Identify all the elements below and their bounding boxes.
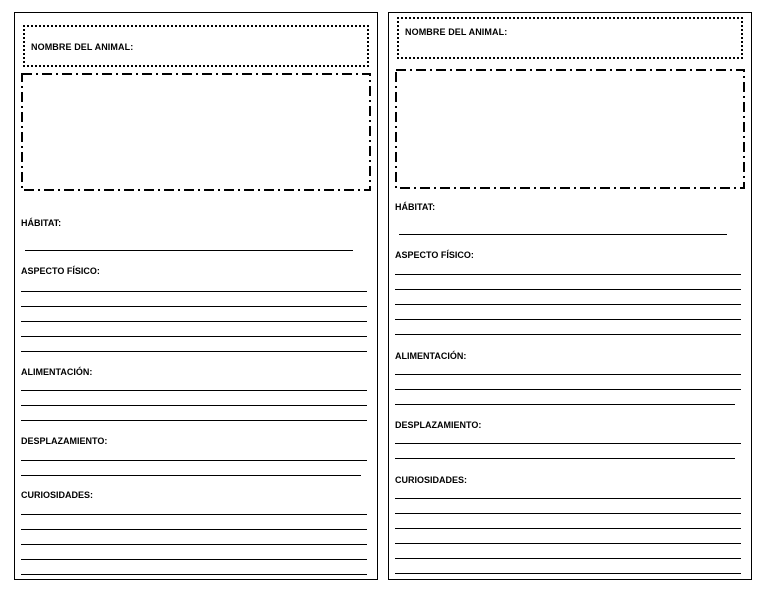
writing-line [395, 573, 741, 574]
animal-name-box [397, 17, 743, 59]
writing-line [21, 574, 367, 575]
writing-line [395, 558, 741, 559]
drawing-area [21, 73, 371, 191]
writing-line [399, 234, 727, 235]
writing-line [25, 250, 353, 251]
animal-name-box [23, 25, 369, 67]
writing-line [395, 528, 741, 529]
alimentacion-label: ALIMENTACIÓN: [21, 367, 93, 377]
writing-line [21, 529, 367, 530]
writing-line [395, 458, 735, 459]
writing-line [395, 389, 741, 390]
writing-line [21, 460, 367, 461]
writing-line [21, 306, 367, 307]
curiosidades-label: CURIOSIDADES: [395, 475, 468, 485]
curiosidades-label: CURIOSIDADES: [21, 490, 94, 500]
writing-line [395, 404, 735, 405]
habitat-label: HÁBITAT: [395, 202, 436, 212]
habitat-label: HÁBITAT: [21, 218, 62, 228]
writing-line [21, 475, 361, 476]
writing-line [21, 514, 367, 515]
writing-line [21, 544, 367, 545]
animal-card-left [14, 12, 378, 580]
writing-line [21, 336, 367, 337]
writing-line [21, 405, 367, 406]
alimentacion-label: ALIMENTACIÓN: [395, 351, 467, 361]
desplazamiento-label: DESPLAZAMIENTO: [21, 436, 108, 446]
animal-card-right [388, 12, 752, 580]
writing-line [21, 420, 367, 421]
writing-line [395, 498, 741, 499]
writing-line [21, 559, 367, 560]
aspecto-fisico-label: ASPECTO FÍSICO: [21, 266, 100, 276]
writing-line [395, 319, 741, 320]
writing-line [21, 390, 367, 391]
drawing-area [395, 69, 745, 189]
writing-line [395, 443, 741, 444]
writing-line [395, 304, 741, 305]
animal-name-label: NOMBRE DEL ANIMAL: [31, 42, 134, 52]
writing-line [395, 543, 741, 544]
animal-name-label: NOMBRE DEL ANIMAL: [405, 27, 508, 37]
writing-line [395, 274, 741, 275]
writing-line [21, 291, 367, 292]
writing-line [21, 321, 367, 322]
aspecto-fisico-label: ASPECTO FÍSICO: [395, 250, 474, 260]
writing-line [395, 289, 741, 290]
writing-line [395, 334, 741, 335]
desplazamiento-label: DESPLAZAMIENTO: [395, 420, 482, 430]
writing-line [395, 374, 741, 375]
writing-line [395, 513, 741, 514]
writing-line [21, 351, 367, 352]
